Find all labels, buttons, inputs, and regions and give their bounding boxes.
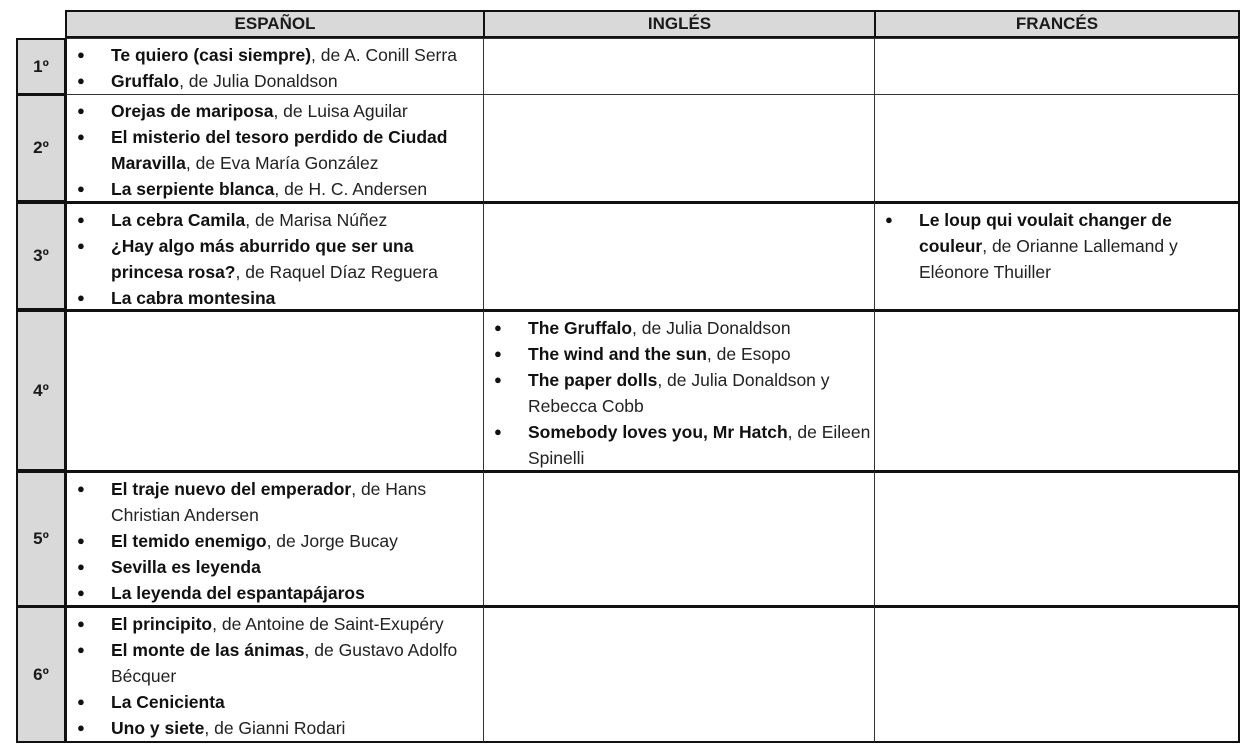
list-item — [67, 124, 484, 176]
book-title: Uno y siete — [111, 718, 205, 738]
bullet-icon: ● — [494, 320, 502, 335]
book-title: La leyenda del espantapájaros — [111, 583, 365, 603]
row-label: 3º — [16, 201, 66, 310]
list-item — [67, 98, 484, 124]
row-label: 4º — [16, 309, 66, 471]
book-title: Gruffalo — [111, 71, 180, 91]
bullet-icon: ● — [77, 290, 85, 305]
book-author: , de Esopo — [706, 344, 791, 364]
list-item — [67, 68, 484, 94]
book-author: , de Julia Donaldson y Rebecca Cobb — [528, 370, 830, 416]
cell-espanol — [65, 309, 485, 471]
book-title: La cebra Camila — [111, 210, 246, 230]
list-item — [67, 207, 484, 233]
bullet-icon: ● — [77, 616, 85, 631]
book-author: , de Marisa Núñez — [245, 210, 388, 230]
cell-ingles — [483, 470, 876, 607]
book-author: , de Eva María González — [185, 153, 379, 173]
book-title: Orejas de mariposa — [111, 101, 274, 121]
list-item — [67, 554, 484, 580]
list-item — [67, 476, 484, 528]
cell-ingles — [483, 605, 876, 743]
bullet-icon: ● — [77, 73, 85, 88]
book-title: Somebody loves you, Mr Hatch — [528, 422, 788, 442]
book-title: La serpiente blanca — [111, 179, 275, 199]
cell-ingles — [483, 38, 876, 95]
list-item — [67, 611, 484, 637]
bullet-icon: ● — [77, 238, 85, 253]
bullet-icon: ● — [77, 129, 85, 144]
book-author: , de Luisa Aguilar — [273, 101, 408, 121]
cell-frances — [874, 38, 1240, 95]
bullet-icon: ● — [77, 642, 85, 657]
cell-frances — [874, 470, 1240, 607]
book-author: , de Antoine de Saint-Exupéry — [212, 614, 444, 634]
header-ingles: INGLÉS — [483, 10, 876, 38]
bullet-icon: ● — [77, 533, 85, 548]
book-author: , de Hans Christian Andersen — [111, 479, 427, 525]
cell-espanol — [65, 605, 485, 743]
list-item — [67, 528, 484, 554]
book-author: , de Jorge Bucay — [266, 531, 398, 551]
row-label: 5º — [16, 470, 66, 607]
cell-frances — [874, 309, 1240, 471]
list-item — [484, 315, 875, 341]
book-title: El principito — [111, 614, 213, 634]
book-title: Le loup qui voulait changer de couleur — [919, 210, 1172, 256]
list-item — [67, 689, 484, 715]
table-row — [16, 94, 1240, 202]
cell-frances — [874, 201, 1240, 310]
table-row — [16, 38, 1240, 95]
cell-espanol — [65, 470, 485, 607]
list-item — [67, 42, 484, 68]
row-label: 1º — [16, 38, 66, 95]
list-item — [67, 715, 484, 741]
book-author: , de Julia Donaldson — [632, 318, 791, 338]
list-item — [67, 637, 484, 689]
cell-frances — [874, 605, 1240, 743]
table-row — [16, 201, 1240, 310]
book-author: , de Gianni Rodari — [204, 718, 346, 738]
book-author: , de H. C. Andersen — [274, 179, 428, 199]
bullet-icon: ● — [494, 424, 502, 439]
book-title: The Gruffalo — [528, 318, 633, 338]
book-title: The paper dolls — [528, 370, 658, 390]
cell-ingles — [483, 201, 876, 310]
book-title: El temido enemigo — [111, 531, 267, 551]
book-title: ¿Hay algo más aburrido que ser una princesa rosa? — [111, 236, 414, 282]
bullet-icon: ● — [77, 181, 85, 196]
book-title: Sevilla es leyenda — [111, 557, 261, 577]
list-item — [67, 176, 484, 202]
row-label: 2º — [16, 94, 66, 202]
table-row — [16, 470, 1240, 607]
bullet-icon: ● — [77, 720, 85, 735]
list-item — [484, 341, 875, 367]
table-row — [16, 605, 1240, 743]
book-author: , de Orianne Lallemand y Eléonore Thuiller — [919, 236, 1178, 282]
bullet-icon: ● — [77, 481, 85, 496]
book-author: , de Julia Donaldson — [179, 71, 338, 91]
bullet-icon: ● — [494, 346, 502, 361]
book-title: El misterio del tesoro perdido de Ciudad Maravilla — [111, 127, 448, 173]
row-label: 6º — [16, 605, 66, 743]
book-author: , de Gustavo Adolfo Bécquer — [111, 640, 458, 686]
bullet-icon: ● — [77, 103, 85, 118]
cell-ingles — [483, 309, 876, 471]
cell-espanol — [65, 201, 485, 310]
cell-ingles — [483, 94, 876, 202]
bullet-icon: ● — [77, 585, 85, 600]
book-title: El monte de las ánimas — [111, 640, 305, 660]
bullet-icon: ● — [77, 47, 85, 62]
book-author: , de Eileen Spinelli — [528, 422, 871, 468]
book-title: La Cenicienta — [111, 692, 225, 712]
bullet-icon: ● — [77, 694, 85, 709]
book-author: , de Raquel Díaz Reguera — [235, 262, 438, 282]
book-title: Te quiero (casi siempre) — [111, 45, 312, 65]
list-item — [67, 580, 484, 606]
list-item — [484, 367, 875, 419]
cell-espanol — [65, 38, 485, 95]
bullet-icon: ● — [494, 372, 502, 387]
cell-espanol — [65, 94, 485, 202]
table-row — [16, 309, 1240, 471]
book-title: La cabra montesina — [111, 288, 276, 308]
bullet-icon: ● — [77, 559, 85, 574]
bullet-icon: ● — [885, 212, 893, 227]
list-item — [484, 419, 875, 471]
book-author: , de A. Conill Serra — [311, 45, 457, 65]
list-item — [67, 285, 484, 311]
header-espanol: ESPAÑOL — [65, 10, 485, 38]
bullet-icon: ● — [77, 212, 85, 227]
cell-frances — [874, 94, 1240, 202]
book-title: The wind and the sun — [528, 344, 707, 364]
list-item — [875, 207, 1238, 285]
book-title: El traje nuevo del emperador — [111, 479, 352, 499]
header-frances: FRANCÉS — [874, 10, 1240, 38]
list-item — [67, 233, 484, 285]
